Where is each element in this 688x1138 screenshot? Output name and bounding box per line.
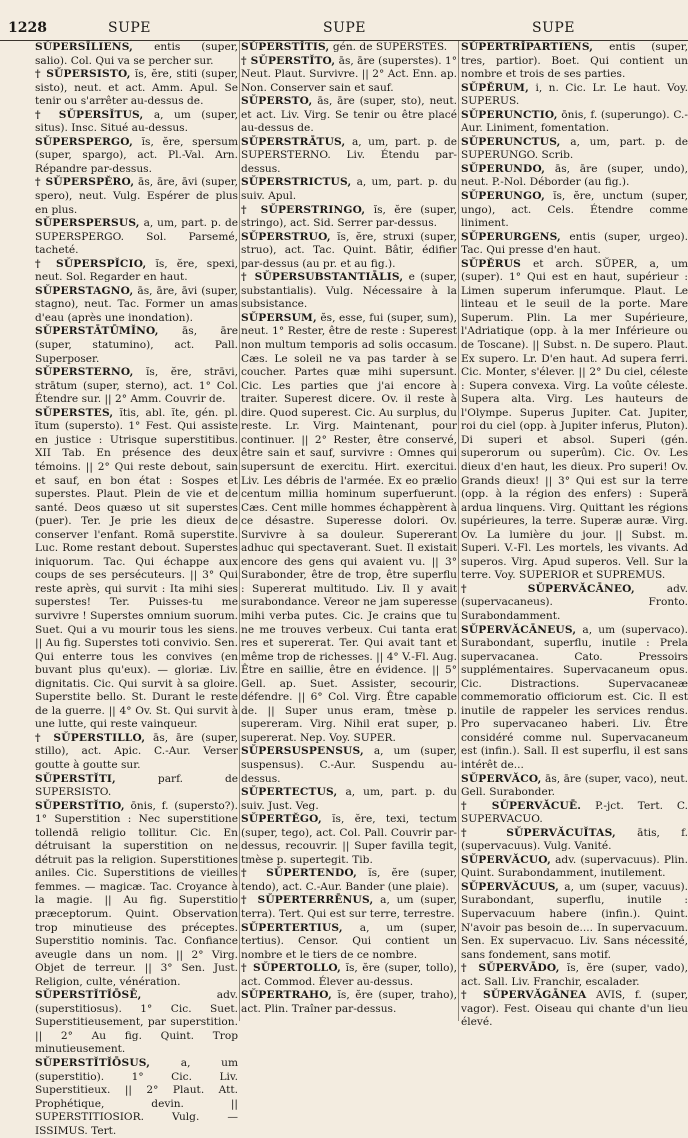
dictionary-entry [461, 989, 688, 1030]
entry-headword: SŬPERSPERSUS, [35, 217, 140, 230]
dictionary-entry [241, 745, 457, 786]
entry-headword: SŬPERUNCTIO, [461, 108, 558, 121]
entry-headword: SŬPERSTĬTĬŌSĒ, [35, 989, 142, 1002]
entry-headword: † SŬPERSPĬCIO, [35, 257, 147, 270]
dictionary-entry [35, 773, 238, 800]
entry-headword: SŬPERSTĬTIS, [241, 41, 330, 53]
entry-definition: ĕs, esse, fui (super, sum), neut. 1° Rester, être de reste : Superest non multum temporis ad solis occasum. Cæs. Le soleil ne va pas tarder à se coucher. Partes quæ mihi supersunt. Cic. Les parties que j'ai encore à traiter. Superest dicere. Ov. il reste à dire. Quod superest. Cic. Au surplus, du reste. Lr. Virg. Maintenant, pour continuer. || 2° Rester, être conservé, être sain et sauf, survivre : Omnes qui supersunt de exercitu. Hirt. exercitui. Liv. Les débris de l'armée. Ex eo prælio centum millia hominum superfuerunt. Cæs. Cent mille hommes échappèrent à ce désastre. Superesse dolori. Ov. Survivre à sa douleur. Supererant adhuc qui spectaverant. Suet. Il existait encore des gens qui avaient vu. || 3° Surabonder, être de trop, être superflu : Supererat multitudo. Liv. Il y avait surabondance. Vereor ne jam superesse mihi verba putes. Cic. Je crains que tu ne me trouves verbeux. Cui tanta erat res et supererat. Ter. Qui avait tant et même trop de richesses. || 4° V.-Fl. Aug. Être en saillie, être en évidence. || 5° Gell. ap. Suet. Assister, secourir, défendre. || 6° Col. Virg. Être capable de. || Super unus eram, tmèse p. supereram. Virg. Nihil erat super, p. supererat. Nep. Voy. SUPER. [241, 311, 457, 744]
entry-definition: a, um (super, tertius). Censor. Qui contient un nombre et le tiers de ce nombre. [241, 921, 458, 961]
entry-definition: ĭs, ĕre, spexi, neut. Sol. Regarder en haut. [35, 257, 238, 284]
entry-headword: SŬPERVĂCUUS, [461, 880, 560, 893]
entry-headword: † SŬPERVĀDO, [461, 962, 560, 975]
dictionary-entry [35, 41, 238, 68]
entry-definition: ĭs, ĕre, struxi (super, struo), act. Tac. Quint. Bâtir, édifier par-dessus (au pr. et au fig.). [241, 230, 457, 270]
entry-headword: † SŬPERVĂCĀNEO, [461, 582, 635, 595]
entry-headword: SŬPERSPERGO, [35, 135, 133, 148]
dictionary-entry [241, 136, 457, 177]
entry-definition: ātis, f. (supervacuus). Vulg. Vanité. [461, 826, 688, 853]
entry-definition: entis (super, salio). Col. Qui va se percher sur. [35, 41, 238, 67]
entry-definition: ās, āre (super, statumino), act. Pall. Superposer. [35, 325, 238, 365]
entry-headword: SŬPERTĔGO, [241, 813, 322, 826]
entry-headword: SŬPERTRAHO, [241, 989, 332, 1002]
dictionary-entry [35, 366, 238, 407]
entry-definition: entis (super, urgeo). Tac. Qui presse d'en haut. [461, 230, 688, 257]
entry-headword: SŬPERSTĬTĬŌSUS, [35, 1057, 151, 1070]
dictionary-entry [461, 136, 688, 163]
entry-headword: SŬPERTRĬPARTIENS, [461, 41, 594, 53]
dictionary-entry [35, 285, 238, 326]
dictionary-entry [241, 813, 457, 867]
dictionary-entry [35, 136, 238, 177]
dictionary-entry [241, 312, 457, 746]
entry-headword: SŬPĔRUM, [461, 81, 529, 94]
entry-definition: ĭs, ĕre (super, stringo), act. Sid. Serrer par-dessus. [241, 203, 457, 230]
entry-definition: ās, āre (super, undo), neut. P.-Nol. Déborder (au fig.). [461, 162, 688, 189]
dictionary-entry [241, 176, 457, 203]
entry-headword: SŬPERVĂCUO, [461, 853, 551, 866]
entry-definition: ĭs, ĕre (super, tendo), act. C.-Aur. Bander (une plaie). [241, 867, 458, 893]
dictionary-entry [241, 989, 457, 1016]
entry-definition: ĭs, ĕre, spersum (super, spargo), act. Pl.-Val. Arn. Répandre par-dessus. [35, 135, 238, 175]
dictionary-entry [241, 271, 457, 312]
entry-headword: † SŬPERSTĬTO, [241, 54, 336, 67]
entry-headword: SŬPERURGENS, [461, 230, 561, 243]
entry-headword: † SŬPERSISTO, [35, 68, 131, 81]
entry-definition: adv. (superstitiosus). 1° Cic. Suet. Superstitieusement, par superstition. || 2° Au fig. Quint. Trop minutieusement. [35, 989, 238, 1056]
dictionary-entry [461, 854, 688, 881]
dictionary-entry [241, 55, 457, 96]
entry-definition: a, um, part. p. de SUPERUNGO. Scrib. [461, 135, 688, 162]
dictionary-entry [35, 109, 238, 136]
running-head-center: SUPE [323, 20, 367, 36]
dictionary-entry [241, 95, 457, 136]
entry-definition: a, um, part. p. de SUPERSTERNO. Liv. Étendu par-dessus. [241, 135, 458, 175]
entry-definition: e (super, substantialis). Vulg. Nécessaire à la subsistance. [241, 271, 457, 311]
entry-definition: i, n. Cic. Lr. Le haut. Voy. SUPERUS. [461, 81, 688, 108]
entry-definition: a, um, part. p. de SUPERSPERGO. Sol. Parsemé, tacheté. [35, 217, 239, 257]
entry-definition: P.-jct. Tert. C. SUPERVACUO. [461, 799, 688, 826]
dictionary-entry [241, 786, 457, 813]
column-left [35, 41, 239, 1137]
entry-definition: ĭs, ĕre (super, vado), act. Sall. Liv. Franchir, escalader. [461, 962, 688, 988]
dictionary-entry [35, 989, 238, 1057]
entry-headword: SŬPERVĂCO, [461, 772, 542, 785]
entry-definition: ĭs, ĕre (super, traho), act. Plin. Traîner par-dessus. [241, 989, 457, 1015]
entry-definition: parf. de SUPERSISTO. [35, 772, 238, 799]
dictionary-entry [35, 407, 238, 732]
entry-definition: ās, āre (superstes). 1° Neut. Plaut. Survivre. || 2° Act. Enn. ap. Non. Conserver sain et sauf. [241, 54, 458, 94]
entry-definition: ās, āre, āvi (super, spero), neut. Vulg. Espérer de plus en plus. [35, 176, 238, 216]
running-head-right: SUPE [532, 20, 576, 36]
dictionary-entry [461, 583, 688, 624]
entry-headword: SŬPERSTO, [241, 95, 313, 108]
entry-definition: ōnis, f. (superungo). C.-Aur. Liniment, fomentation. [461, 108, 688, 135]
entry-headword: † SŬPERVĂGĀNEA [461, 989, 587, 1002]
entry-definition: adv. (supervacuus). Plin. Quint. Surabondamment, inutilement. [461, 853, 688, 880]
entry-headword: SŬPERSTĬTI, [35, 772, 116, 785]
entry-headword: † SŬPERSTRINGO, [241, 203, 366, 216]
entry-headword: SŬPERTECTUS, [241, 786, 338, 799]
dictionary-entry [241, 231, 457, 272]
entry-definition: ĭs, ĕre (super, tollo), act. Commod. Élever au-dessus. [241, 962, 457, 988]
entry-headword: SŬPERSUSPENSUS, [241, 745, 364, 758]
dictionary-entry [461, 163, 688, 190]
entry-headword: SŬPERUNCTUS, [461, 135, 561, 148]
entry-headword: SŬPERSUM, [241, 311, 317, 324]
dictionary-entry [461, 190, 688, 231]
entry-headword: SŬPERVĂCĀNEUS, [461, 623, 577, 636]
entry-headword: † SŬPERVĂCUĬTAS, [461, 826, 616, 839]
dictionary-entry [461, 82, 688, 109]
page-number: 1228 [8, 20, 47, 36]
entry-definition: ĭs, ĕre, unctum (super, ungo), act. Cels. Étendre comme liniment. [461, 190, 688, 230]
entry-definition: et arch. SŬPER, a, um (super). 1° Qui est en haut, supérieur : Limen superum inferumque. Plaut. Le linteau et le seuil de la porte. Mare Superum. Plin. La mer Supérieure, l'Adriatique (opp. à la mer Inférieure ou de Toscane). || Subst. n. De supero. Plaut. Ex supero. Lr. D'en haut. Ad supera ferri. Cic. Monter, s'élever. || 2° Du ciel, céleste : Supera convexa. Virg. La voûte céleste. Supera alta. Virg. Les hauteurs de l'Olympe. Superus Jupiter. Cat. Jupiter, roi du ciel (opp. à Jupiter inferus, Pluton). Di superi et absol. Superi (gén. superorum ou superûm). Cic. Ov. Les dieux d'en haut, les dieux. Pro superi! Ov. Grands dieux! || 3° Qui est sur la terre (opp. à la région des enfers) : Superā ardua linquens. Virg. Quittant les régions supérieures, la terre. Superæ auræ. Virg. Ov. La lumière du jour. || Subst. m. Superi. V.-Fl. Les mortels, les vivants. Ad superos. Virg. Apud superos. Vell. Sur la terre. Voy. SUPERIOR et SUPREMUS. [461, 257, 688, 582]
entry-headword: SŬPERSTRUO, [241, 230, 331, 243]
entry-headword: † SŬPERSTILLO, [35, 731, 146, 744]
entry-definition: ĭs, ĕre, texi, tectum (super, tego), act. Col. Pall. Couvrir par-dessus, recouvrir. || Super favilla tegit, tmèse p. supertegit. Tib. [241, 813, 458, 866]
entry-definition: a, um (super, vacuus). Surabondant, superflu, inutile : Supervacuum habere (infin.). Quint. N'avoir pas besoin de.... In supervacuum. Sen. Ex supervacuo. Liv. Sans nécessité, sans fondement, sans motif. [461, 880, 688, 961]
entry-headword: † SŬPERVĂCUĒ. [461, 799, 582, 812]
entry-headword: SŬPERSTĬTIO, [35, 799, 125, 812]
entry-definition: gén. de SUPERSTES. [332, 41, 448, 53]
dictionary-entry [35, 68, 238, 109]
dictionary-entry [35, 176, 238, 217]
entry-headword: SŬPERSĪLIENS, [35, 41, 134, 53]
dictionary-entry [241, 867, 457, 894]
running-head-left: SUPE [108, 20, 152, 36]
entry-definition: a, um, part. p. du suiv. Just. Veg. [241, 786, 457, 812]
entry-definition: ās, āre (super, vaco), neut. Gell. Surabonder. [461, 772, 688, 799]
dictionary-entry [461, 258, 688, 583]
dictionary-entry [461, 624, 688, 773]
dictionary-entry [241, 204, 457, 231]
columns [8, 41, 688, 1137]
entry-headword: SŬPERSTRĀTUS, [241, 135, 346, 148]
dictionary-entry [35, 732, 238, 773]
entry-headword: SŬPERSTERNO, [35, 366, 134, 379]
entry-definition: a, um (supervaco). Surabondant, superflu, inutile : Prela supervacanea. Cato. Pressoirs supplémentaires. Supervacaneum opus. Cic. Distractions. Supervacaneæ commemoratio officiorum est. Cic. Il est inutile de rappeler les services rendus. Pro supervacaneo haberi. Liv. Être considéré comme nul. Supervacaneum est (infin.). Sall. Il est superflu, il est sans intérêt de... [461, 623, 688, 771]
entry-definition: entis (super, tres, partior). Boet. Qui contient un nombre et trois de ses parties. [461, 41, 688, 81]
entry-definition: ĭs, ĕre, strāvi, strātum (super, sterno), act. 1° Col. Étendre sur. || 2° Amm. Couvrir de. [35, 366, 238, 406]
entry-definition: ōnis, f. (supersto?). 1° Superstition : Nec superstitione tollendā religio tollitur. Cic. En détruisant la superstition on ne détruit pas la religion. Superstitiones aniles. Cic. Superstitions de vieilles femmes. — magicæ. Tac. Croyance à la magie. || Au fig. Superstitio præceptorum. Quint. Observation trop minutieuse des préceptes. Superstitio nominis. Tac. Confiance aveugle dans un nom. || 2° Virg. Objet de terreur. || 3° Sen. Just. Religion, culte, vénération. [35, 799, 238, 988]
entry-definition: AVIS, f. (super, vagor). Fest. Oiseau qui chante d'un lieu élevé. [461, 989, 688, 1029]
dictionary-entry [241, 962, 457, 989]
dictionary-entry [461, 41, 688, 82]
entry-headword: SŬPERTERTIUS, [241, 921, 343, 934]
entry-definition: ās, āre (super, sto), neut. et act. Liv. Virg. Se tenir ou être placé au-dessus de. [241, 95, 457, 135]
column-middle [241, 41, 457, 1025]
entry-definition: a, um (super, suspensus). C.-Aur. Suspendu au-dessus. [241, 745, 458, 785]
dictionary-entry [241, 894, 457, 921]
entry-headword: SŬPERSTAGNO, [35, 284, 134, 297]
dictionary-entry [35, 325, 238, 366]
dictionary-entry [241, 41, 457, 55]
entry-headword: SŬPERSTES, [35, 406, 114, 419]
entry-headword: SŬPERSTĀTŪMĬNO, [35, 325, 159, 338]
entry-headword: † SŬPERTOLLO, [241, 962, 342, 975]
entry-headword: † SŬPERSUBSTANTIĀLIS, [241, 271, 404, 284]
entry-definition: ās, āre, āvi (super, stagno), neut. Tac. Former un amas d'eau (après une inondation). [35, 284, 238, 324]
dictionary-entry [461, 881, 688, 962]
dictionary-entry [461, 800, 688, 827]
entry-headword: SŬPERUNGO, [461, 190, 545, 203]
dictionary-entry [35, 1057, 238, 1138]
entry-definition: a, um, part. p. du suiv. Apul. [241, 176, 457, 203]
dictionary-entry [35, 800, 238, 990]
entry-headword: SŬPĔRUS [461, 257, 522, 270]
entry-headword: † SŬPERTERRĒNUS, [241, 894, 374, 907]
entry-headword: † SŬPERSPĔRO, [35, 176, 135, 189]
dictionary-entry [461, 109, 688, 136]
dictionary-entry [461, 827, 688, 854]
dictionary-entry [35, 217, 238, 258]
page-header [0, 18, 688, 41]
entry-definition: ĭs, ĕre, stiti (super, sisto), neut. et act. Amm. Apul. Se tenir ou s'arrêter au-dessus de. [35, 68, 239, 108]
dictionary-entry [461, 962, 688, 989]
entry-headword: † SŬPERTENDO, [241, 867, 358, 880]
entry-headword: † SŬPERSĬTUS, [35, 108, 144, 121]
entry-definition: a, um (super, terra). Tert. Qui est sur terre, terrestre. [241, 894, 458, 920]
column-right [461, 41, 688, 1029]
entry-definition: ĭtis, abl. ĭte, gén. pl. ĭtum (supersto). 1° Fest. Qui assiste en justice : Utrisque superstitibus. XII Tab. En présence des deux témoins. || 2° Qui reste debout, sain et sauf, en bon état : Sospes et superstes. Plaut. Plein de vie et de santé. Deos quæso ut sit superstes (puer). Ter. Je prie les dieux de conserver l'enfant. Romā superstite. Luc. Rome restant debout. Superstes iniquorum. Tac. Qui échappe aux coups de ses persécuteurs. || 3° Qui reste après, qui survit : Ita mihi sies superstes! Ter. Puisses-tu me survivre ! Superstes omnium suorum. Suet. Qui a vu mourir tous les siens. || Au fig. Superstes toti convivio. Sen. Qui enterre tous les convives (en buvant plus qu'eux). — gloriæ. Liv. dignitatis. Cic. Qui survit à sa gloire. Superstite bello. St. Durant le reste de la guerre. || 4° Ov. St. Qui survit à une lutte, qui reste vainqueur. [35, 406, 238, 731]
dictionary-entry [461, 773, 688, 800]
entry-definition: adv. (supervacaneus). Fronto. Surabondamment. [461, 582, 688, 622]
entry-definition: a, um (superstitio). 1° Cic. Liv. Superstitieux. || 2° Plaut. Att. Prophétique, devin. || SUPERSTITIOSIOR. Vulg. — ISSIMUS. Tert. [35, 1057, 238, 1137]
entry-definition: ās, āre (super, stillo), act. Apic. C.-Aur. Verser goutte à goutte sur. [35, 731, 238, 771]
dictionary-entry [241, 922, 457, 963]
dictionary-entry [461, 231, 688, 258]
entry-definition: a, um (super, situs). Insc. Situé au-dessus. [35, 108, 238, 135]
dictionary-entry [35, 258, 238, 285]
entry-headword: SŬPERSTRICTUS, [241, 176, 352, 189]
entry-headword: SŬPERUNDO, [461, 162, 546, 175]
